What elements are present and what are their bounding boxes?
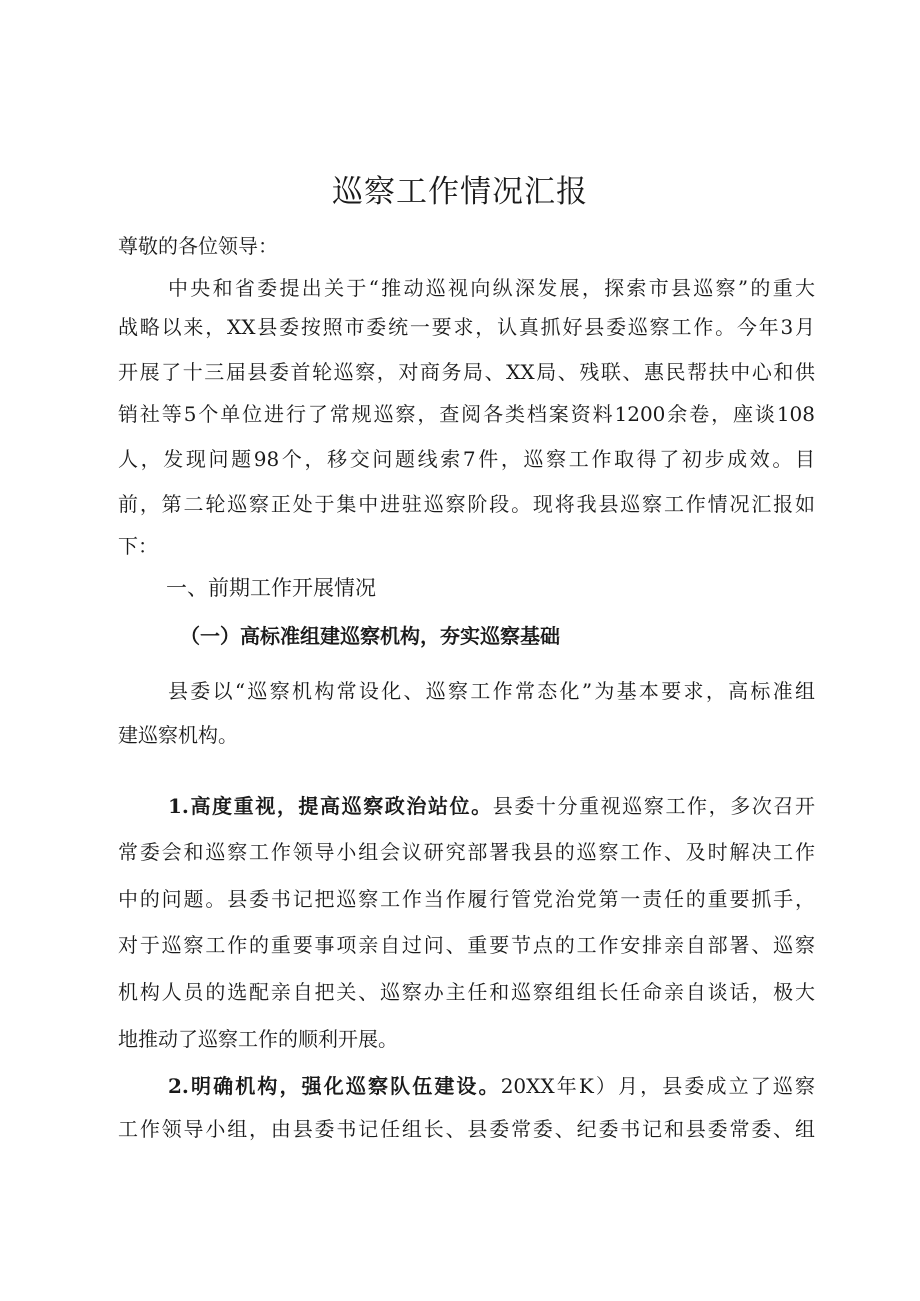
item-1-heading: 1.高度重视，提高巡察政治站位。 <box>168 794 493 818</box>
intro-line: 下： <box>118 534 158 558</box>
item-2-first-line <box>168 1070 815 1099</box>
body-line: 工作领导小组，由县委书记任组长、县委常委、纪委书记和县委常委、组 <box>118 1117 815 1141</box>
intro-line: 开展了十三届县委首轮巡察，对商务局、XX局、残联、惠民帮扶中心和供 <box>118 360 815 384</box>
subsection-heading: （一）高标准组建巡察机构，夯实巡察基础 <box>180 624 560 648</box>
body-line: 地推动了巡察工作的顺利开展。 <box>118 1027 398 1051</box>
intro-line: 战略以来，XX县委按照市委统一要求，认真抓好县委巡察工作。今年3月 <box>118 315 815 339</box>
intro-line: 人，发现问题98个，移交问题线索7件，巡察工作取得了初步成效。目 <box>118 447 815 471</box>
intro-line: 中央和省委提出关于“推动巡视向纵深发展，探索市县巡察”的重大 <box>168 276 815 300</box>
body-line: 县委以“巡察机构常设化、巡察工作常态化”为基本要求，高标准组 <box>168 679 815 703</box>
intro-line: 销社等5个单位进行了常规巡察，查阅各类档案资料1200余卷，座谈108 <box>118 402 815 426</box>
body-line: 常委会和巡察工作领导小组会议研究部署我县的巡察工作、及时解决工作 <box>118 840 815 864</box>
item-1-first-line <box>168 790 815 819</box>
document-title: 巡察工作情况汇报 <box>332 174 588 210</box>
body-line: 中的问题。县委书记把巡察工作当作履行管党治党第一责任的重要抓手， <box>118 887 815 911</box>
body-line: 对于巡察工作的重要事项亲自过问、重要节点的工作安排亲自部署、巡察 <box>118 933 815 957</box>
section-heading: 一、前期工作开展情况 <box>166 576 376 600</box>
body-line: 机构人员的选配亲自把关、巡察办主任和巡察组组长任命亲自谈话，极大 <box>118 980 815 1004</box>
intro-line: 前，第二轮巡察正处于集中进驻巡察阶段。现将我县巡察工作情况汇报如 <box>118 492 815 516</box>
item-2-heading: 2.明确机构，强化巡察队伍建设。 <box>168 1074 501 1098</box>
item-2-text: 20XX年K）月，县委成立了巡察 <box>500 1074 815 1098</box>
salutation: 尊敬的各位领导： <box>118 234 278 258</box>
body-line: 建巡察机构。 <box>118 723 238 747</box>
item-1-text: 县委十分重视巡察工作，多次召开 <box>492 794 815 818</box>
